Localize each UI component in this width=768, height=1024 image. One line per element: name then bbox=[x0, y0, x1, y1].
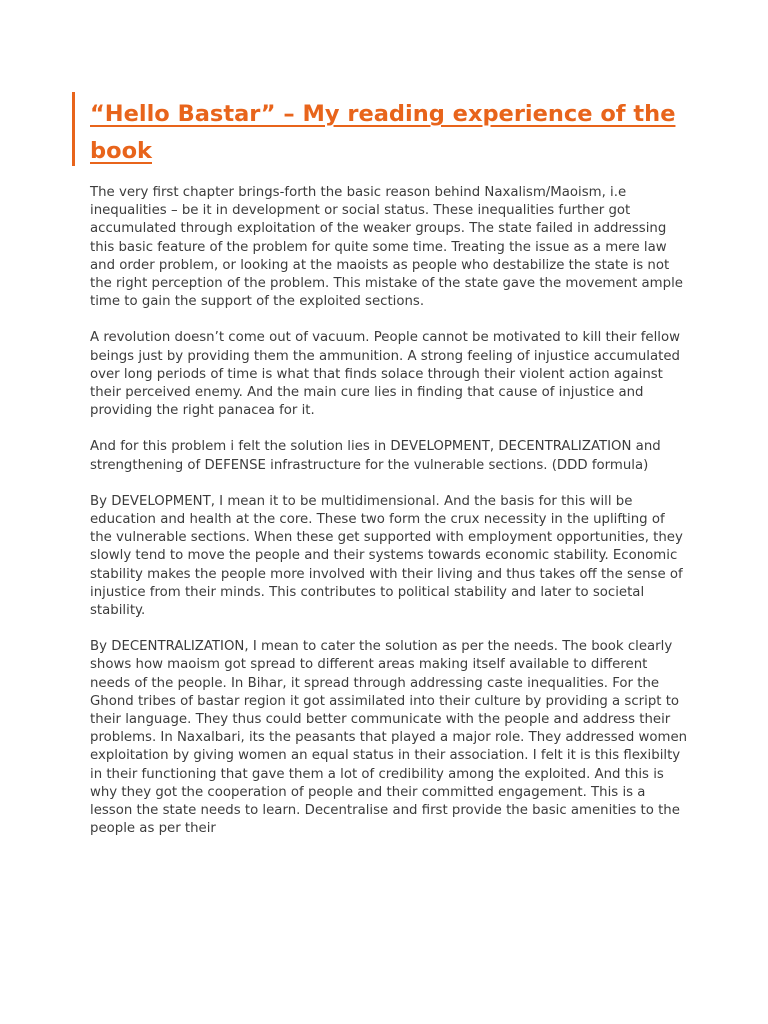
paragraph-development: By DEVELOPMENT, I mean it to be multidimensional. And the basis for this will be education and health at the core. These two form the crux necessity in the uplifting of the vulnerable sections. When these get supported with employment opportunities, they slowly tend to move the people and their systems towards economic stability. Economic stability makes the people more involved with their living and thus takes off the sense of injustice from their minds. This contributes to political stability and later to societal stability. bbox=[90, 493, 683, 619]
paragraph-ddd-formula: And for this problem i felt the solution lies in DEVELOPMENT, DECENTRALIZATION and strengthening of DEFENSE infrastructure for the vulnerable sections. (DDD formula) bbox=[90, 439, 661, 473]
paragraph-decentralization: By DECENTRALIZATION, I mean to cater the solution as per the needs. The book clearly shows how maoism got spread to different areas making itself available to different needs of the people. In Bihar, it spread through addressing caste inequalities. For the Ghond tribes of bastar region it got assimilated into their culture by providing a script to their language. They thus could better communicate with the people and address their problems. In Naxalbari, its the peasants that played a major role. They addressed women exploitation by giving women an equal status in their association. I felt it is this flexibilty in their functioning that gave them a lot of credibility among the exploited. And this is why they got the cooperation of people and their committed engagement. This is a lesson the state needs to learn. Decentralise and first provide the basic amenities to the people as per their bbox=[90, 639, 688, 837]
paragraph-revolution: A revolution doesn’t come out of vacuum. People cannot be motivated to kill their fellow beings just by providing them the ammunition. A strong feeling of injustice accumulated over long periods of time is what that finds solace through their violent action against their perceived enemy. And the main cure lies in finding that cause of injustice and providing the right panacea for it. bbox=[90, 330, 680, 419]
article-title[interactable]: “Hello Bastar” – My reading experience of the book bbox=[90, 101, 676, 164]
paragraph-root-causes: The very first chapter brings-forth the basic reason behind Naxalism/Maoism, i.e inequalities – be it in development or social status. These inequalities further got accumulated through exploitation of the weaker groups. The state failed in addressing this basic feature of the problem for quite some time. Treating the issue as a mere law and order problem, or looking at the maoists as people who destabilize the state is not the right perception of the problem. This mistake of the state gave the movement ample time to gain the support of the exploited sections. bbox=[90, 185, 683, 310]
article-body bbox=[90, 184, 690, 857]
title-accent-bar bbox=[72, 92, 75, 166]
